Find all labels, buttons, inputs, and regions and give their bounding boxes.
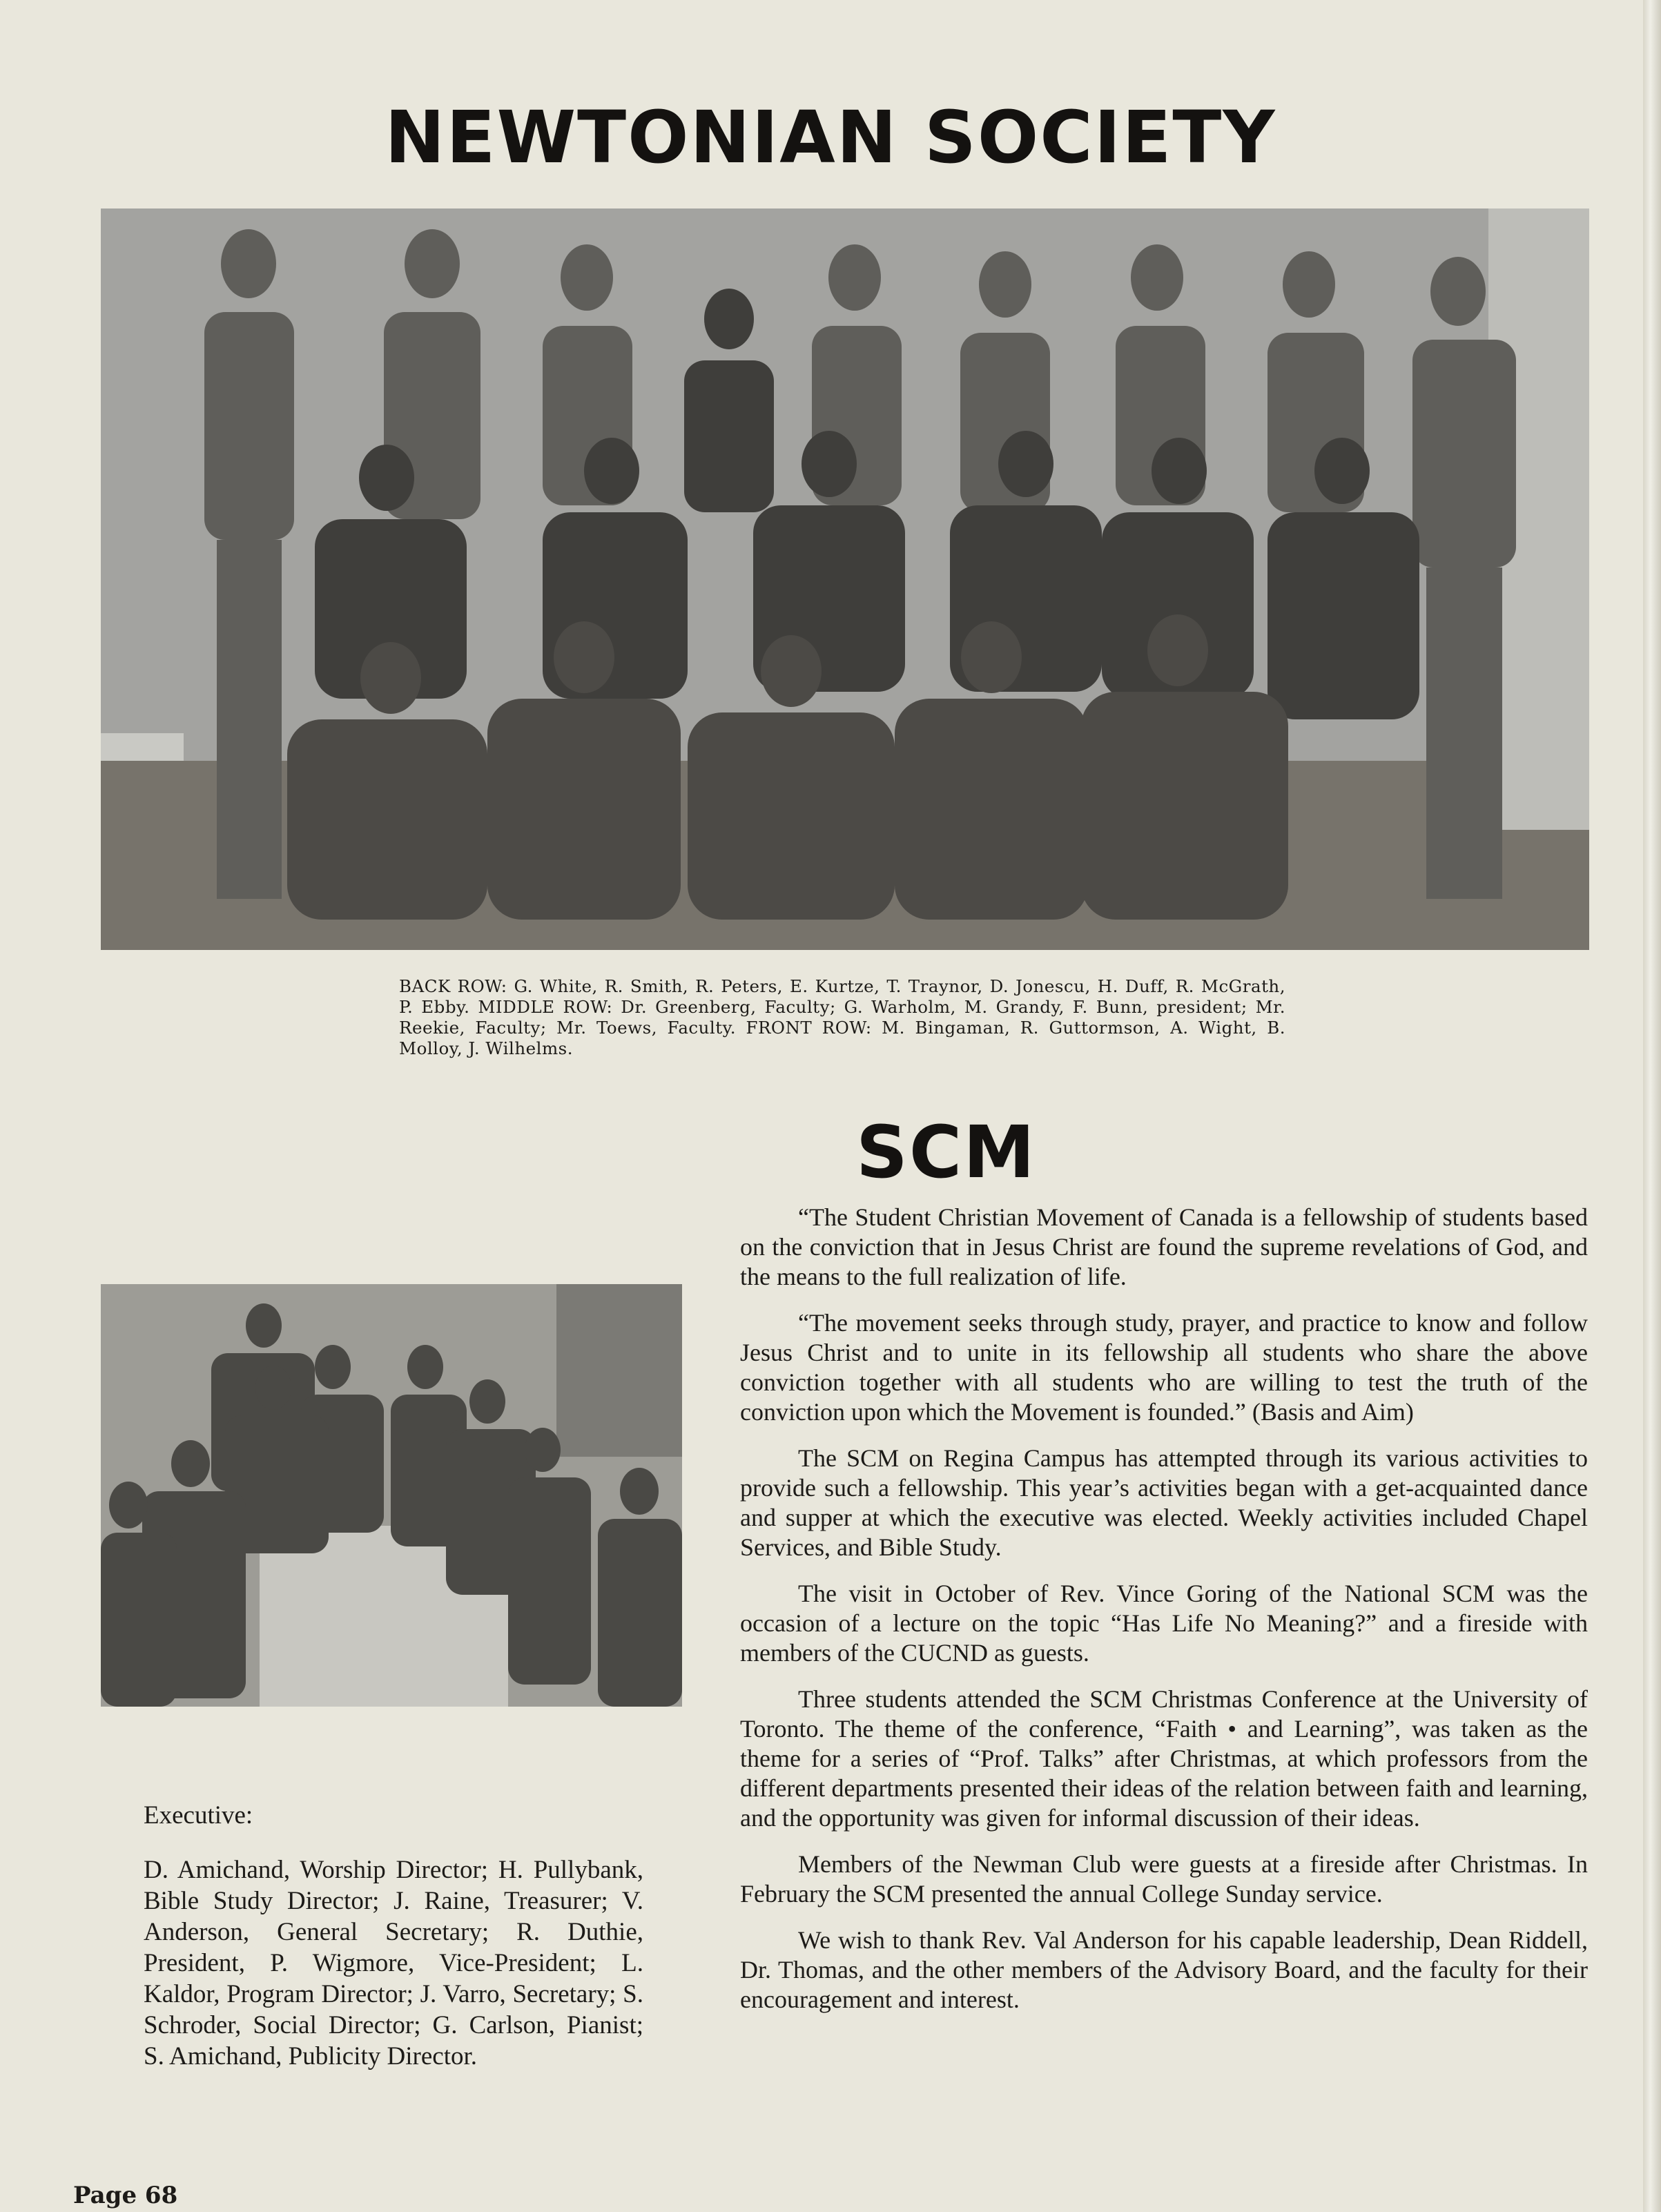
- newtonian-group-photo: [101, 208, 1589, 950]
- page-number: Page 68: [73, 2182, 178, 2209]
- executive-list: D. Amichand, Worship Director; H. Pullybank, Bible Study Director; J. Raine, Treasurer; V. Anderson, General Secretary; R. Duthie, President, P. Wigmore, Vice-President; L. Kaldor, Program Director; J. Varro, Secretary; S. Schroder, Social Director; G. Carlson, Pianist; S. Amichand, Publicity Director.: [144, 1856, 643, 2070]
- newtonian-title: NEWTONIAN SOCIETY: [385, 95, 1276, 180]
- scm-paragraph: We wish to thank Rev. Val Anderson for his capable leadership, Dean Riddell, Dr. Thomas, and the other members of the Advisory Board, and the faculty for their encouragement and interest.: [740, 1926, 1588, 2013]
- scm-paragraph: Members of the Newman Club were guests at a fireside after Christmas. In February the SCM presented the annual College Sunday service.: [740, 1850, 1588, 1908]
- scm-paragraph: The SCM on Regina Campus has attempted through its various activities to provide such a fellowship. This year’s activities began with a get-acquainted dance and supper at which the executive was elected. Weekly activities included Chapel Services, and Bible Study.: [740, 1444, 1588, 1561]
- scm-title: SCM: [856, 1110, 1036, 1194]
- scm-paragraph: “The Student Christian Movement of Canada is a fellowship of students based on the conviction that in Jesus Christ are found the supreme revelations of God, and the means to the full realization of life.: [740, 1203, 1588, 1290]
- newtonian-caption: BACK ROW: G. White, R. Smith, R. Peters, E. Kurtze, T. Traynor, D. Jonescu, H. Duff, R. McGrath, P. Ebby. MIDDLE ROW: Dr. Greenberg, Faculty; G. Warholm, M. Grandy, F. Bunn, president; Mr. Reekie, Faculty; Mr. Toews, Faculty. FRONT ROW: M. Bingaman, R. Guttormson, A. Wight, B. Molloy, J. Wilhelms.: [399, 976, 1285, 1058]
- scm-paragraph: The visit in October of Rev. Vince Goring of the National SCM was the occasion of a lecture on the topic “Has Life No Meaning?” and a fireside with members of the CUCND as guests.: [740, 1580, 1588, 1667]
- page-edge: [1643, 0, 1661, 2212]
- scm-paragraph: Three students attended the SCM Christmas Conference at the University of Toronto. The theme of the conference, “Faith • and Learning”, was taken as the theme for a series of “Prof. Talks” after Christmas, at which professors from the different departments presented their ideas of the relation between faith and learning, and the opportunity was given for informal discussion of their ideas.: [740, 1685, 1588, 1832]
- scm-group-photo: [101, 1284, 682, 1707]
- scm-paragraph: “The movement seeks through study, prayer, and practice to know and follow Jesus Christ and to unite in its fellowship all students who share the above conviction together with all students who are willing to test the truth of the conviction upon which the Movement is founded.” (Basis and Aim): [740, 1309, 1588, 1426]
- scm-body: [740, 1203, 1588, 2031]
- executive-label: Executive:: [144, 1801, 253, 1830]
